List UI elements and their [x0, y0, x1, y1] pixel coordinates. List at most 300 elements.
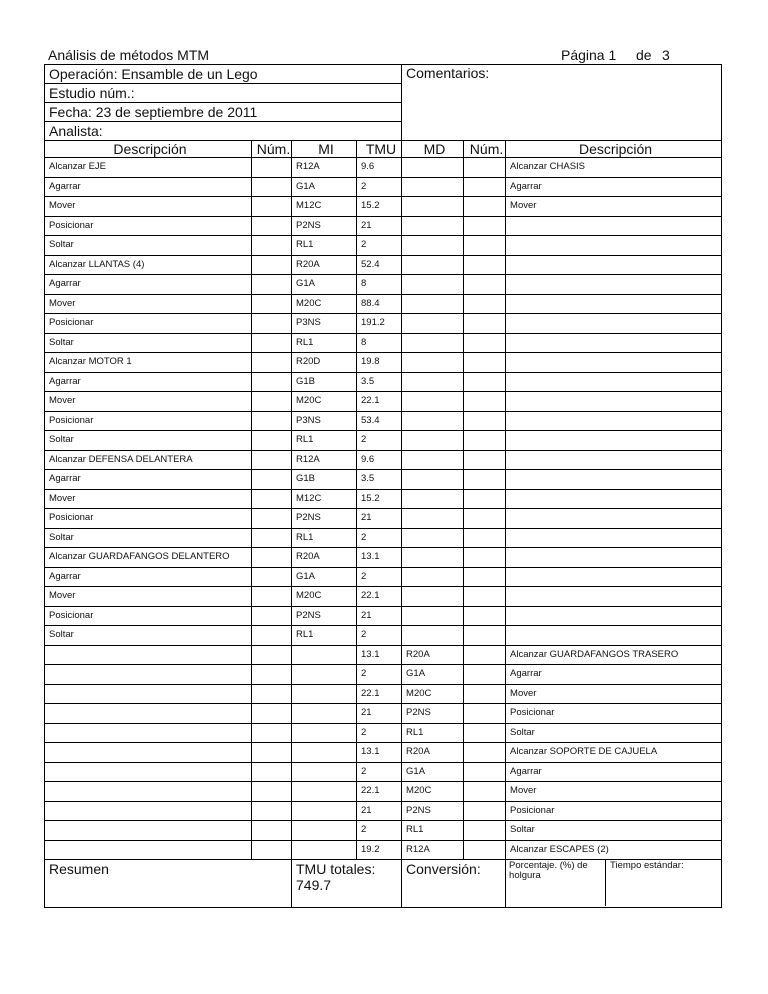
cell-desc-right: Mover: [506, 782, 722, 802]
col-desc-left: Descripción: [45, 141, 252, 158]
cell-desc-left: Mover: [45, 294, 252, 314]
cell-desc-left: [45, 704, 252, 724]
cell-desc-right: [506, 587, 722, 607]
cell-desc-left: [45, 782, 252, 802]
table-row: [45, 762, 722, 782]
cell-num-right: [464, 450, 506, 470]
cell-desc-left: Alcanzar LLANTAS (4): [45, 255, 252, 275]
cell-num-right: [464, 704, 506, 724]
cell-mi: G1A: [292, 567, 357, 587]
cell-md: RL1: [402, 821, 464, 841]
cell-num-left: [252, 587, 292, 607]
analyst-field: Analista:: [45, 122, 402, 141]
cell-num-right: [464, 626, 506, 646]
cell-tmu: 52.4: [357, 255, 402, 275]
cell-tmu: 2: [357, 626, 402, 646]
cell-mi: P2NS: [292, 509, 357, 529]
cell-desc-right: Agarrar: [506, 665, 722, 685]
cell-num-right: [464, 197, 506, 217]
cell-num-right: [464, 782, 506, 802]
cell-desc-right: [506, 470, 722, 490]
cell-num-right: [464, 392, 506, 412]
cell-mi: [292, 723, 357, 743]
cell-desc-right: [506, 275, 722, 295]
cell-mi: [292, 801, 357, 821]
page-label: Página 1: [561, 47, 617, 63]
cell-desc-right: [506, 626, 722, 646]
cell-mi: [292, 645, 357, 665]
cell-desc-left: Soltar: [45, 333, 252, 353]
cell-mi: P3NS: [292, 411, 357, 431]
cell-desc-left: Mover: [45, 587, 252, 607]
cell-desc-right: Posicionar: [506, 801, 722, 821]
table-row: [45, 821, 722, 841]
cell-desc-right: Soltar: [506, 821, 722, 841]
cell-mi: RL1: [292, 236, 357, 256]
cell-num-right: [464, 236, 506, 256]
cell-md: [402, 489, 464, 509]
cell-tmu: 21: [357, 606, 402, 626]
table-row: [45, 840, 722, 860]
cell-mi: G1A: [292, 177, 357, 197]
cell-md: M20C: [402, 684, 464, 704]
table-row: [45, 684, 722, 704]
table-row: [45, 801, 722, 821]
cell-desc-left: Posicionar: [45, 411, 252, 431]
cell-desc-right: Soltar: [506, 723, 722, 743]
cell-md: [402, 587, 464, 607]
cell-num-left: [252, 294, 292, 314]
cell-mi: RL1: [292, 333, 357, 353]
cell-num-right: [464, 821, 506, 841]
cell-tmu: 2: [357, 762, 402, 782]
cell-num-right: [464, 216, 506, 236]
cell-md: [402, 236, 464, 256]
table-row: [45, 606, 722, 626]
cell-desc-left: Mover: [45, 489, 252, 509]
cell-num-right: [464, 665, 506, 685]
cell-num-right: [464, 645, 506, 665]
cell-num-left: [252, 470, 292, 490]
cell-desc-right: [506, 255, 722, 275]
cell-tmu: 2: [357, 431, 402, 451]
cell-num-left: [252, 762, 292, 782]
cell-mi: [292, 743, 357, 763]
cell-md: [402, 353, 464, 373]
cell-mi: G1B: [292, 372, 357, 392]
cell-md: [402, 314, 464, 334]
cell-desc-right: [506, 353, 722, 373]
cell-desc-right: Agarrar: [506, 177, 722, 197]
cell-desc-left: [45, 723, 252, 743]
cell-num-right: [464, 177, 506, 197]
cell-desc-left: Soltar: [45, 236, 252, 256]
cell-num-right: [464, 489, 506, 509]
col-mi: MI: [292, 141, 357, 158]
cell-num-right: [464, 587, 506, 607]
cell-tmu: 2: [357, 528, 402, 548]
cell-num-left: [252, 782, 292, 802]
cell-desc-left: [45, 821, 252, 841]
summary-row: [45, 860, 722, 908]
cell-md: [402, 197, 464, 217]
cell-num-left: [252, 255, 292, 275]
cell-tmu: 9.6: [357, 450, 402, 470]
cell-desc-left: [45, 840, 252, 860]
table-row: [45, 236, 722, 256]
cell-tmu: 22.1: [357, 684, 402, 704]
table-row: [45, 645, 722, 665]
cell-tmu: 2: [357, 665, 402, 685]
cell-mi: M20C: [292, 392, 357, 412]
cell-mi: G1A: [292, 275, 357, 295]
cell-desc-right: Alcanzar GUARDAFANGOS TRASERO: [506, 645, 722, 665]
cell-desc-right: [506, 392, 722, 412]
cell-mi: [292, 704, 357, 724]
cell-desc-left: [45, 743, 252, 763]
cell-tmu: 22.1: [357, 782, 402, 802]
table-row: [45, 177, 722, 197]
cell-desc-right: [506, 450, 722, 470]
cell-desc-left: Posicionar: [45, 216, 252, 236]
tmu-total-value: 749.7: [296, 877, 332, 893]
cell-num-left: [252, 489, 292, 509]
cell-num-left: [252, 158, 292, 178]
cell-tmu: 13.1: [357, 645, 402, 665]
cell-tmu: 3.5: [357, 470, 402, 490]
cell-num-right: [464, 801, 506, 821]
cell-num-left: [252, 236, 292, 256]
cell-tmu: 2: [357, 723, 402, 743]
cell-num-right: [464, 548, 506, 568]
cell-num-right: [464, 431, 506, 451]
cell-desc-left: Agarrar: [45, 372, 252, 392]
cell-mi: R20A: [292, 548, 357, 568]
cell-mi: [292, 684, 357, 704]
cell-mi: [292, 821, 357, 841]
tmu-total-cell: [292, 860, 402, 908]
cell-md: R20A: [402, 645, 464, 665]
cell-desc-left: Agarrar: [45, 275, 252, 295]
cell-num-right: [464, 840, 506, 860]
cell-desc-left: Alcanzar DEFENSA DELANTERA: [45, 450, 252, 470]
cell-md: [402, 216, 464, 236]
column-header-row: [45, 141, 722, 158]
mtm-form-table: [44, 64, 722, 908]
cell-tmu: 2: [357, 236, 402, 256]
cell-mi: P2NS: [292, 216, 357, 236]
cell-num-right: [464, 333, 506, 353]
cell-tmu: 21: [357, 704, 402, 724]
cell-md: [402, 548, 464, 568]
cell-desc-right: Mover: [506, 684, 722, 704]
cell-mi: M20C: [292, 587, 357, 607]
cell-num-left: [252, 372, 292, 392]
cell-num-right: [464, 275, 506, 295]
cell-md: [402, 333, 464, 353]
cell-md: [402, 294, 464, 314]
table-row: [45, 567, 722, 587]
cell-tmu: 13.1: [357, 743, 402, 763]
cell-mi: R20A: [292, 255, 357, 275]
table-row: [45, 723, 722, 743]
cell-tmu: 53.4: [357, 411, 402, 431]
cell-desc-left: Alcanzar MOTOR 1: [45, 353, 252, 373]
cell-desc-left: Agarrar: [45, 567, 252, 587]
cell-md: P2NS: [402, 704, 464, 724]
cell-desc-left: Posicionar: [45, 314, 252, 334]
table-row: [45, 314, 722, 334]
cell-desc-right: [506, 548, 722, 568]
cell-md: R20A: [402, 743, 464, 763]
cell-desc-right: [506, 489, 722, 509]
form-title: Análisis de métodos MTM: [48, 47, 210, 63]
cell-num-left: [252, 275, 292, 295]
cell-num-right: [464, 372, 506, 392]
cell-mi: [292, 840, 357, 860]
cell-desc-right: [506, 294, 722, 314]
cell-desc-right: [506, 509, 722, 529]
table-row: [45, 470, 722, 490]
of-label: de: [636, 47, 652, 63]
cell-tmu: 22.1: [357, 587, 402, 607]
cell-tmu: 21: [357, 801, 402, 821]
cell-desc-right: [506, 372, 722, 392]
cell-desc-right: [506, 528, 722, 548]
cell-num-left: [252, 606, 292, 626]
cell-num-left: [252, 645, 292, 665]
cell-num-right: [464, 294, 506, 314]
date-field: Fecha: 23 de septiembre de 2011: [45, 103, 402, 122]
cell-num-left: [252, 392, 292, 412]
table-row: [45, 626, 722, 646]
cell-mi: G1B: [292, 470, 357, 490]
col-tmu: TMU: [357, 141, 402, 158]
cell-md: [402, 158, 464, 178]
cell-tmu: 22.1: [357, 392, 402, 412]
table-row: [45, 411, 722, 431]
table-row: [45, 431, 722, 451]
cell-desc-left: Soltar: [45, 431, 252, 451]
cell-md: [402, 567, 464, 587]
table-row: [45, 392, 722, 412]
table-row: [45, 197, 722, 217]
cell-md: [402, 177, 464, 197]
cell-md: [402, 275, 464, 295]
cell-desc-right: Alcanzar ESCAPES (2): [506, 840, 722, 860]
cell-num-right: [464, 509, 506, 529]
table-row: [45, 782, 722, 802]
table-row: [45, 489, 722, 509]
cell-num-right: [464, 470, 506, 490]
cell-mi: R20D: [292, 353, 357, 373]
cell-desc-right: [506, 567, 722, 587]
cell-mi: RL1: [292, 626, 357, 646]
cell-mi: M12C: [292, 489, 357, 509]
cell-num-left: [252, 626, 292, 646]
table-row: [45, 372, 722, 392]
summary-right-cell: [506, 860, 722, 908]
table-row: [45, 528, 722, 548]
cell-num-left: [252, 567, 292, 587]
cell-desc-left: Mover: [45, 392, 252, 412]
cell-md: [402, 372, 464, 392]
cell-tmu: 15.2: [357, 489, 402, 509]
cell-desc-right: Agarrar: [506, 762, 722, 782]
cell-desc-left: Soltar: [45, 528, 252, 548]
cell-num-left: [252, 704, 292, 724]
table-row: [45, 587, 722, 607]
cell-md: [402, 528, 464, 548]
study-number-field: Estudio núm.:: [45, 84, 402, 103]
cell-desc-left: Alcanzar EJE: [45, 158, 252, 178]
allowance-label: Porcentaje. (%) de holgura: [506, 860, 606, 906]
cell-desc-right: Mover: [506, 197, 722, 217]
table-row: [45, 353, 722, 373]
cell-desc-left: Agarrar: [45, 470, 252, 490]
cell-desc-left: [45, 665, 252, 685]
cell-num-right: [464, 158, 506, 178]
cell-md: G1A: [402, 665, 464, 685]
cell-tmu: 19.2: [357, 840, 402, 860]
cell-mi: R12A: [292, 450, 357, 470]
cell-num-right: [464, 743, 506, 763]
cell-desc-right: [506, 216, 722, 236]
cell-desc-right: [506, 236, 722, 256]
cell-mi: M20C: [292, 294, 357, 314]
cell-desc-right: [506, 314, 722, 334]
cell-desc-right: [506, 411, 722, 431]
cell-desc-right: Alcanzar SOPORTE DE CAJUELA: [506, 743, 722, 763]
cell-num-right: [464, 723, 506, 743]
cell-num-right: [464, 411, 506, 431]
cell-tmu: 21: [357, 509, 402, 529]
cell-num-left: [252, 821, 292, 841]
cell-desc-left: Posicionar: [45, 509, 252, 529]
cell-num-left: [252, 723, 292, 743]
col-desc-right: Descripción: [506, 141, 722, 158]
table-row: [45, 509, 722, 529]
cell-num-left: [252, 353, 292, 373]
operation-field: Operación: Ensamble de un Lego: [45, 65, 402, 84]
cell-tmu: 191.2: [357, 314, 402, 334]
table-row: [45, 158, 722, 178]
table-row: [45, 216, 722, 236]
cell-num-left: [252, 411, 292, 431]
cell-desc-left: Mover: [45, 197, 252, 217]
cell-num-left: [252, 743, 292, 763]
cell-num-right: [464, 353, 506, 373]
cell-num-right: [464, 762, 506, 782]
cell-num-right: [464, 314, 506, 334]
cell-desc-left: Soltar: [45, 626, 252, 646]
cell-num-left: [252, 840, 292, 860]
table-row: [45, 275, 722, 295]
cell-num-right: [464, 528, 506, 548]
cell-num-left: [252, 548, 292, 568]
standard-time-label: Tiempo estándar:: [610, 860, 684, 871]
cell-num-right: [464, 255, 506, 275]
cell-md: RL1: [402, 723, 464, 743]
cell-num-left: [252, 528, 292, 548]
cell-md: P2NS: [402, 801, 464, 821]
cell-num-left: [252, 314, 292, 334]
cell-num-right: [464, 567, 506, 587]
cell-md: [402, 255, 464, 275]
cell-num-left: [252, 431, 292, 451]
cell-md: [402, 606, 464, 626]
table-row: [45, 333, 722, 353]
cell-desc-right: [506, 431, 722, 451]
cell-desc-left: [45, 762, 252, 782]
cell-desc-right: Posicionar: [506, 704, 722, 724]
cell-num-right: [464, 606, 506, 626]
conversion-label: Conversión:: [402, 860, 506, 908]
cell-tmu: 13.1: [357, 548, 402, 568]
table-row: [45, 548, 722, 568]
total-pages: 3: [662, 47, 670, 63]
cell-num-left: [252, 509, 292, 529]
cell-num-left: [252, 665, 292, 685]
cell-tmu: 19.8: [357, 353, 402, 373]
cell-mi: [292, 782, 357, 802]
cell-mi: P2NS: [292, 606, 357, 626]
table-row: [45, 450, 722, 470]
table-row: [45, 665, 722, 685]
cell-num-right: [464, 684, 506, 704]
cell-desc-right: [506, 333, 722, 353]
cell-num-left: [252, 197, 292, 217]
cell-md: M20C: [402, 782, 464, 802]
table-row: [45, 704, 722, 724]
col-num-right: Núm.: [464, 141, 506, 158]
cell-md: [402, 626, 464, 646]
table-row: [45, 743, 722, 763]
cell-desc-left: [45, 645, 252, 665]
cell-md: [402, 392, 464, 412]
cell-mi: RL1: [292, 528, 357, 548]
cell-mi: R12A: [292, 158, 357, 178]
cell-mi: RL1: [292, 431, 357, 451]
cell-num-left: [252, 450, 292, 470]
form-top-line: [48, 46, 722, 64]
cell-desc-left: Alcanzar GUARDAFANGOS DELANTERO: [45, 548, 252, 568]
cell-md: R12A: [402, 840, 464, 860]
cell-md: [402, 411, 464, 431]
table-row: [45, 255, 722, 275]
cell-num-left: [252, 333, 292, 353]
cell-md: [402, 509, 464, 529]
cell-desc-left: [45, 684, 252, 704]
cell-num-left: [252, 684, 292, 704]
cell-md: G1A: [402, 762, 464, 782]
cell-desc-right: Alcanzar CHASIS: [506, 158, 722, 178]
cell-tmu: 2: [357, 567, 402, 587]
cell-md: [402, 450, 464, 470]
cell-mi: [292, 762, 357, 782]
cell-tmu: 8: [357, 275, 402, 295]
cell-num-left: [252, 177, 292, 197]
col-md: MD: [402, 141, 464, 158]
cell-num-left: [252, 801, 292, 821]
cell-tmu: 15.2: [357, 197, 402, 217]
cell-tmu: 21: [357, 216, 402, 236]
cell-md: [402, 431, 464, 451]
cell-desc-left: Posicionar: [45, 606, 252, 626]
cell-mi: M12C: [292, 197, 357, 217]
cell-desc-left: Agarrar: [45, 177, 252, 197]
cell-tmu: 2: [357, 177, 402, 197]
